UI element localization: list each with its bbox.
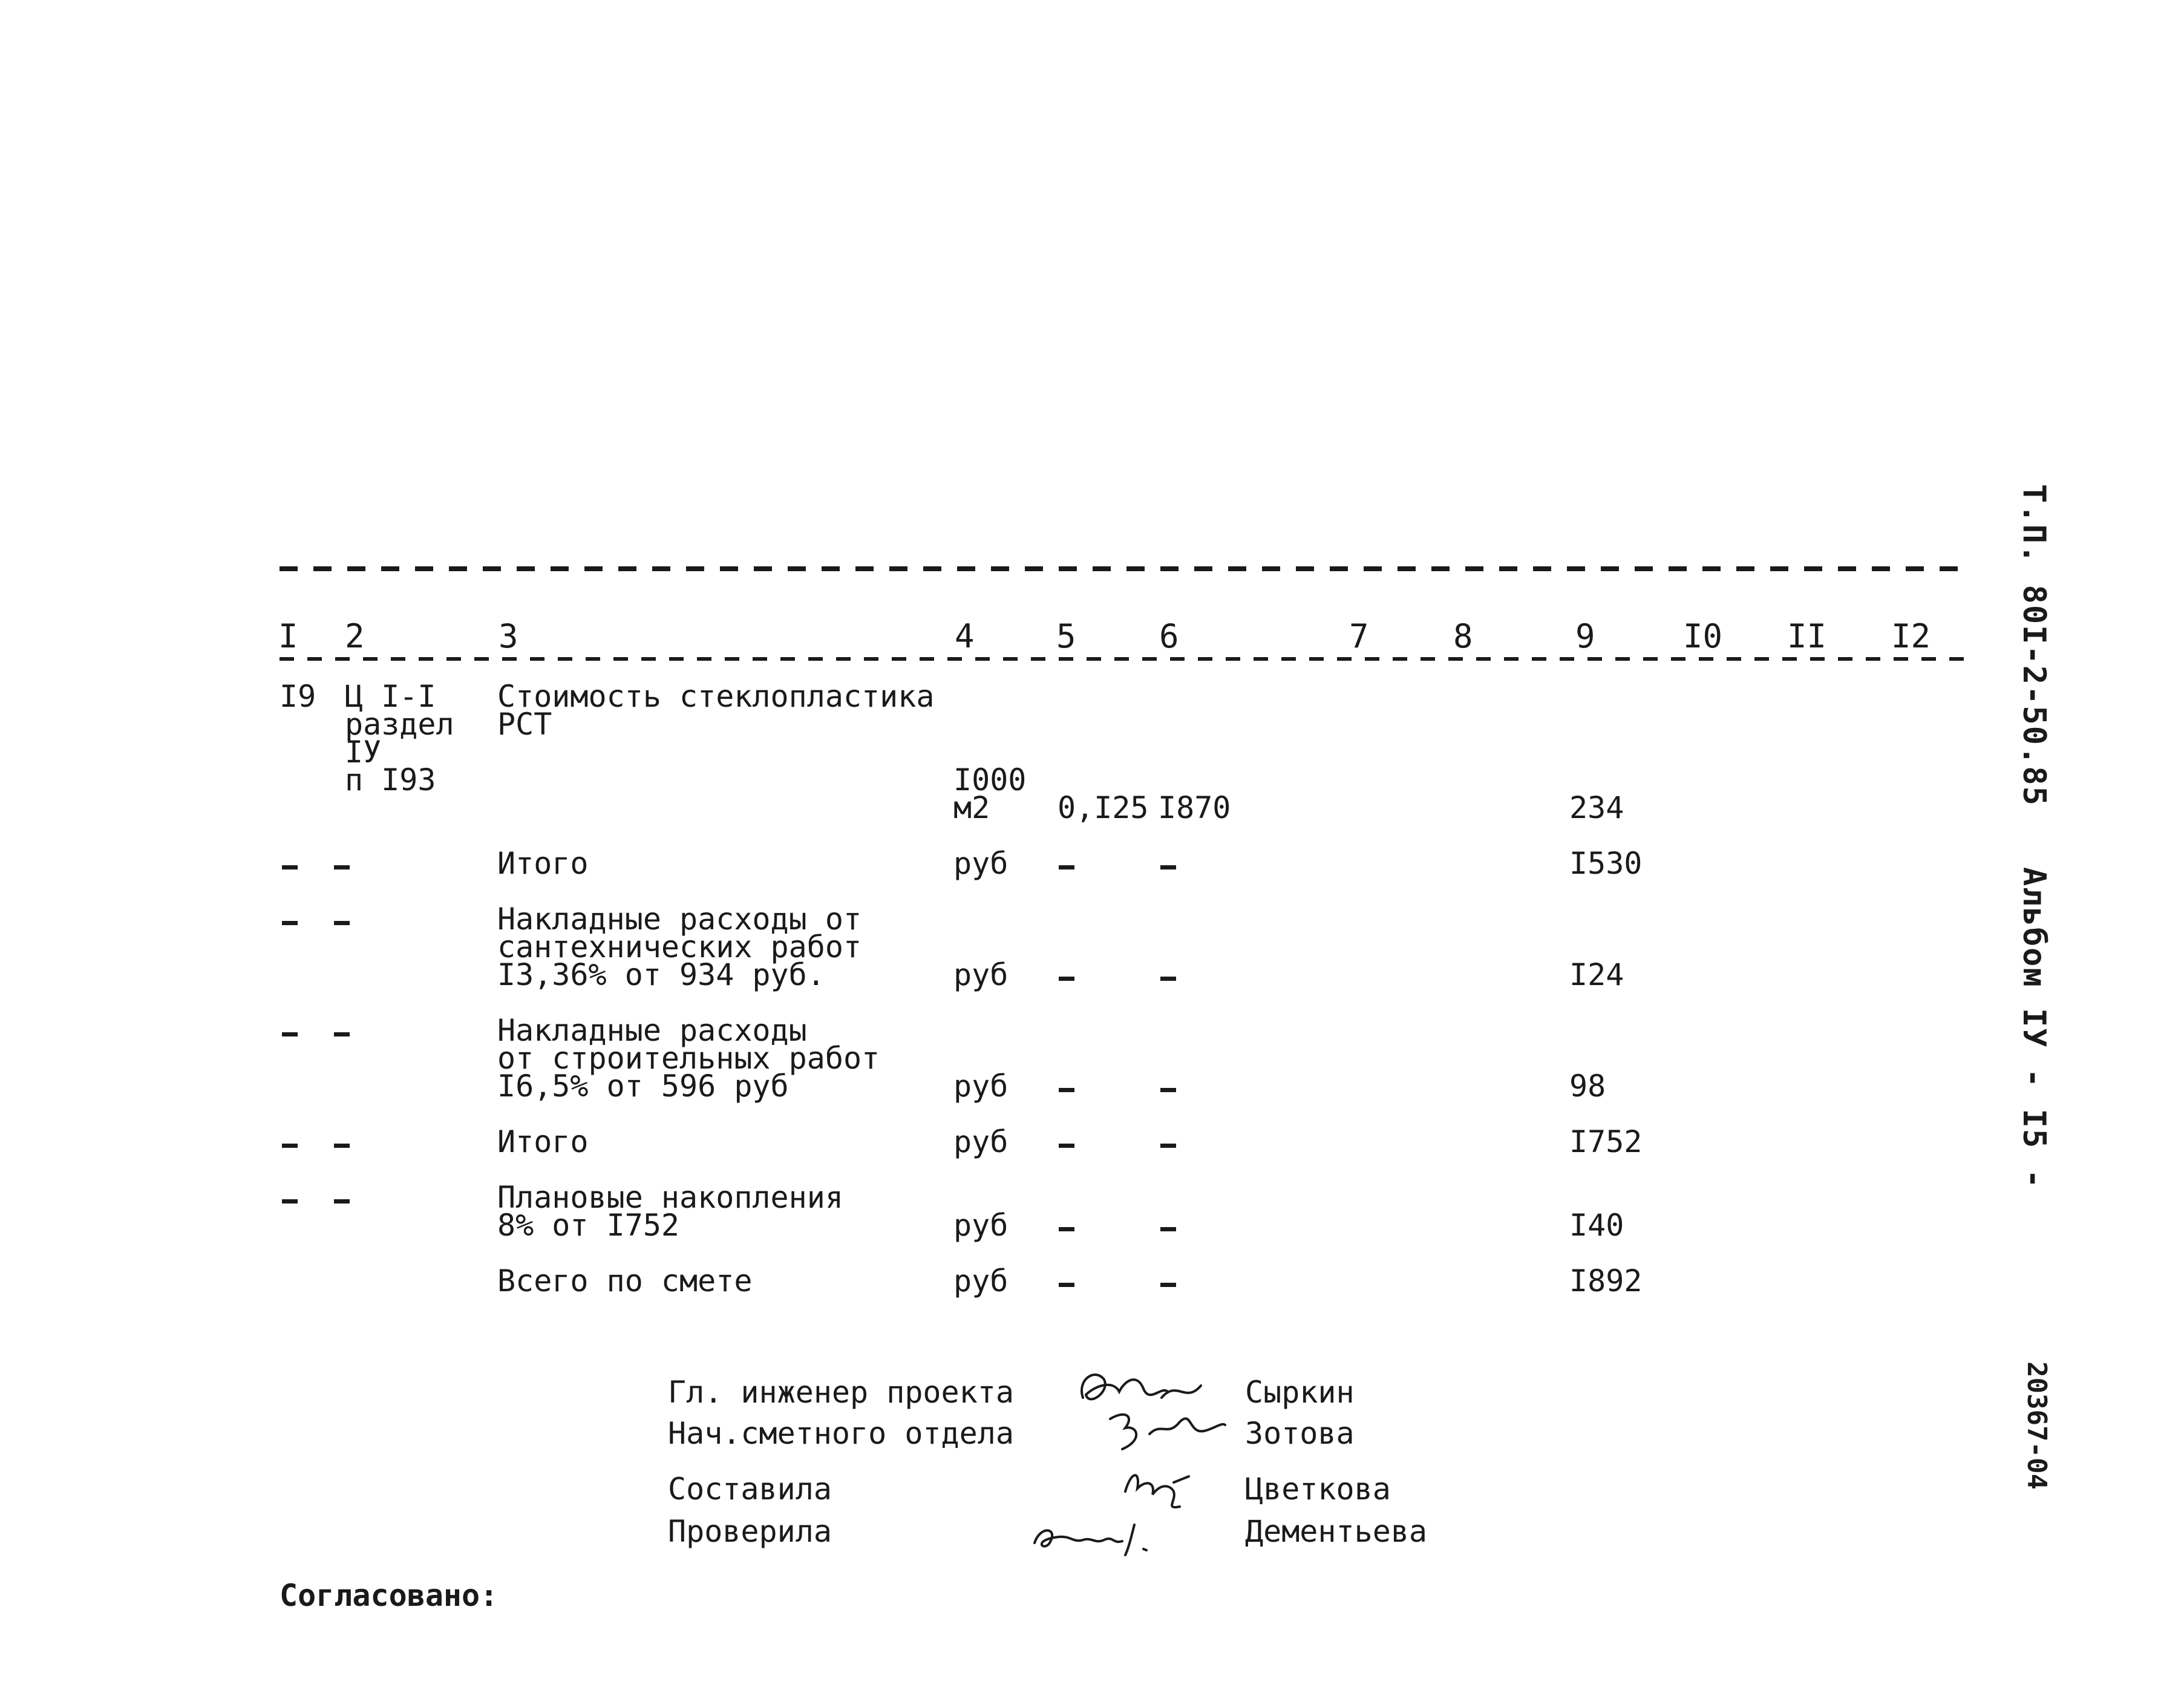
row-description: Всего по смете [497,1263,753,1298]
handwritten-signature [1101,1398,1234,1464]
row-code: IУ [345,735,382,770]
row-description: Накладные расходы [497,1013,807,1048]
dash-mark [282,1199,298,1203]
dash-mark [1160,1144,1176,1148]
side-code-label: Т.П. 80I-2-50.85 Альбом IУ - I5 - [2016,484,2052,1190]
estimate-head-title: Нач.сметного отдела [668,1416,1014,1451]
chief-engineer-name: Сыркин [1245,1375,1355,1410]
column-number: 3 [495,618,522,655]
row-description: I3,36% от 934 руб. [497,957,825,992]
handwritten-signature [1113,1458,1198,1513]
column-number: 7 [1345,618,1373,655]
dash-mark [334,865,350,869]
dash-mark [334,1032,350,1036]
dash-mark [1059,1144,1074,1148]
column-number: I2 [1888,618,1934,655]
dash-mark [1160,1088,1176,1092]
column-number: 4 [951,618,978,655]
dash-mark [282,1032,298,1036]
compiled-by-title: Составила [668,1472,832,1507]
row-total: I752 [1569,1124,1643,1159]
row-unit: м2 [953,790,990,825]
row-description: Итого [497,846,589,881]
row-description: Итого [497,1124,589,1159]
agreed-label: Согласовано: [280,1578,499,1613]
dash-mark [1160,977,1176,981]
row-unit: руб [953,1208,1009,1243]
dash-mark [334,1199,350,1203]
row-total: I892 [1569,1263,1643,1298]
top-dashed-rule [280,566,1967,571]
row-quantity: 0,I25 [1058,790,1149,825]
row-unit: руб [953,846,1009,881]
row-description: Стоимость стеклопластика [497,679,935,714]
dash-mark [1160,1283,1176,1287]
side-number-label: 20367-04 [2021,1361,2052,1490]
dash-mark [1059,1283,1074,1287]
row-total: 234 [1569,790,1624,825]
column-number: I0 [1679,618,1726,655]
dash-mark [1059,865,1074,869]
row-description: от строительных работ [497,1041,880,1076]
dash-mark [1160,1227,1176,1231]
dash-mark [1059,977,1074,981]
row-unit: руб [953,1069,1009,1104]
handwritten-signature [1022,1507,1180,1561]
compiled-by-name: Цветкова [1245,1472,1391,1507]
dash-mark [1059,1088,1074,1092]
row-description: РСТ [497,707,552,742]
column-number: 8 [1450,618,1477,655]
row-description: Накладные расходы от [497,902,862,937]
row-total: I530 [1569,846,1643,881]
column-number: II [1783,618,1830,655]
row-unit: руб [953,1124,1009,1159]
column-number: 6 [1156,618,1183,655]
row-code: раздел [345,707,454,742]
row-code: Ц I-I [345,679,436,714]
row-number: I9 [280,679,316,714]
row-description: сантехнических работ [497,929,862,964]
row-description: 8% от I752 [497,1208,680,1243]
dash-mark [1160,865,1176,869]
dash-mark [334,921,350,925]
row-unit: I000 [953,762,1027,797]
row-code: п I93 [345,762,436,797]
row-total: I24 [1569,957,1624,992]
row-description: Плановые накопления [497,1180,843,1215]
row-description: I6,5% от 596 руб [497,1069,789,1104]
row-unit: руб [953,957,1009,992]
checked-by-name: Дементьева [1245,1514,1428,1549]
row-total: 98 [1569,1069,1606,1104]
estimate-head-name: Зотова [1245,1416,1355,1451]
dash-mark [282,1144,298,1148]
row-unit: руб [953,1263,1009,1298]
column-number: I [275,618,302,655]
column-number: 9 [1572,618,1599,655]
column-number: 5 [1053,618,1080,655]
chief-engineer-title: Гл. инженер проекта [668,1375,1014,1410]
column-header-rule [280,657,1967,661]
checked-by-title: Проверила [668,1514,832,1549]
row-total: I40 [1569,1208,1624,1243]
dash-mark [282,921,298,925]
row-price: I870 [1158,790,1231,825]
column-number: 2 [341,618,368,655]
dash-mark [1059,1227,1074,1231]
dash-mark [334,1144,350,1148]
dash-mark [282,865,298,869]
